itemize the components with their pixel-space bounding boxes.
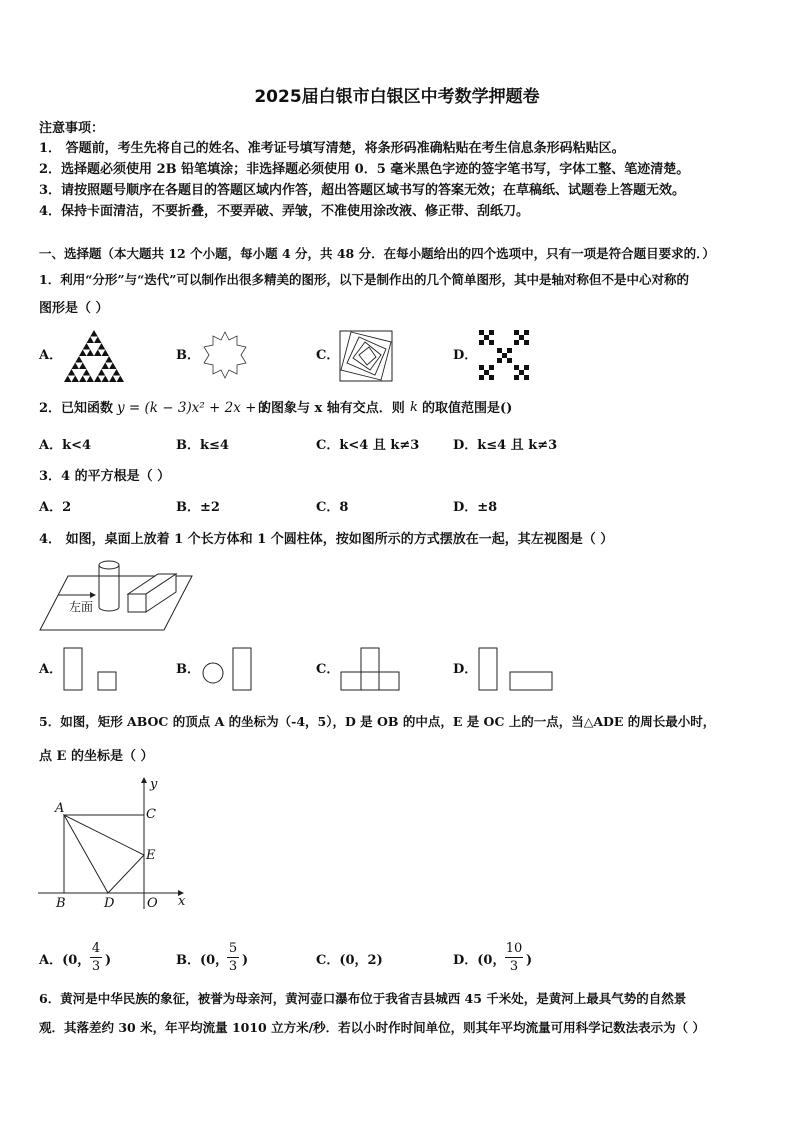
q5-line1: 5．如图，矩形 ABOC 的顶点 A 的坐标为（-4，5），D 是 OB 的中点，E 是 OC 上的一点，当△ADE 的周长最小时，: [39, 714, 716, 729]
label-c: C: [146, 807, 156, 822]
q2-option-c: C．k<4 且 k≠3: [316, 438, 420, 453]
notice-item-1: 1． 答题前，考生先将自己的姓名、准考证号填写清楚，将条形码准确粘贴在考生信息条形码粘贴区。: [39, 141, 625, 156]
notice-item-4: 4．保持卡面清洁，不要折叠，不要弄破、弄皱，不准使用涂改液、修正带、刮纸刀。: [39, 204, 530, 219]
q3-option-a: A．2: [39, 500, 72, 515]
page-title: 2025届白银市白银区中考数学押题卷: [254, 87, 540, 107]
label-o: O: [147, 896, 158, 911]
q5-option-b-close: ): [242, 953, 249, 968]
q5-option-c: C．(0，2): [316, 953, 383, 968]
q5-option-a-label: A．(0，: [39, 953, 91, 968]
q2-option-d: D．k≤4 且 k≠3: [453, 438, 558, 453]
q5-option-b-label: B．(0，: [176, 953, 229, 968]
label-x: x: [178, 894, 186, 909]
q3-option-d: D．±8: [453, 500, 498, 515]
q4-option-c-figure: [339, 646, 401, 692]
q5-option-a-denominator: 3: [91, 959, 101, 974]
q2-k: k: [410, 400, 418, 415]
q2-option-b: B．k≤4: [176, 438, 229, 453]
q5-option-d-label: D．(0，: [453, 953, 506, 968]
q5-option-d-denominator: 3: [509, 959, 519, 974]
q4-option-a-label: A．: [39, 662, 63, 677]
q2-option-a: A．k<4: [39, 438, 92, 453]
nested-squares-figure: [339, 330, 393, 382]
q5-option-b-fraction-bar: [227, 957, 239, 958]
q5-option-a-close: ): [105, 953, 112, 968]
q5-option-b-numerator: 5: [228, 941, 238, 956]
q4-option-b-figure: [200, 646, 256, 692]
koch-snowflake-figure: [200, 330, 250, 380]
q2-suffix-a: 的图象与 x 轴有交点．则: [258, 401, 405, 416]
q3-option-b: B．±2: [176, 500, 220, 515]
label-a: A: [55, 801, 65, 816]
q6-line1: 6．黄河是中华民族的象征，被誉为母亲河，黄河壶口瀑布位于我省吉县城西 45 千米处，是黄河上最具气势的自然景: [39, 991, 687, 1006]
q1-option-c-label: C．: [316, 348, 340, 363]
q1-option-d-label: D．: [453, 348, 478, 363]
q2-suffix-b: 的取值范围是(): [422, 401, 513, 416]
q5-option-d-fraction-bar: [505, 957, 523, 958]
coordinate-figure: [38, 775, 188, 913]
notice-item-2: 2．选择题必须使用 2B 铅笔填涂；非选择题必须使用 0．5 毫米黑色字迹的签字笔书写，字体工整、笔迹清楚。: [39, 162, 690, 177]
q6-line2: 观．其落差约 30 米，年平均流量 1010 立方米/秒．若以小时作时间单位，则其年平均流量可用科学记数法表示为（ ）: [39, 1020, 706, 1035]
q5-option-a-fraction-bar: [90, 957, 102, 958]
q5-option-b-denominator: 3: [228, 959, 238, 974]
q4-option-c-label: C．: [316, 662, 340, 677]
q4-figure-label: 左面: [69, 600, 94, 614]
q3-text: 3．4 的平方根是（ ）: [39, 469, 171, 484]
q4-option-b-label: B．: [176, 662, 200, 677]
q1-option-a-label: A．: [39, 348, 63, 363]
q5-option-d-numerator: 10: [505, 941, 523, 956]
q5-option-a-numerator: 4: [91, 941, 101, 956]
q4-option-d-figure: [477, 646, 557, 692]
notice-item-3: 3．请按照题号顺序在各题目的答题区域内作答，超出答题区域书写的答案无效；在草稿纸、试题卷上答题无效。: [39, 183, 686, 198]
q2-prefix: 2．已知函数: [39, 401, 114, 416]
label-y: y: [150, 777, 158, 792]
q4-text: 4． 如图，桌面上放着 1 个长方体和 1 个圆柱体，按如图所示的方式摆放在一起，其左视图是（ ）: [39, 532, 614, 547]
q5-line2: 点 E 的坐标是（ ）: [39, 749, 154, 764]
q1-line1: 1．利用“分形”与“迭代”可以制作出很多精美的图形，以下是制作出的几个简单图形，其中是轴对称但不是中心对称的: [39, 272, 689, 287]
label-e: E: [146, 848, 156, 863]
q4-option-d-label: D．: [453, 662, 478, 677]
label-b: B: [56, 896, 66, 911]
q1-line2: 图形是（ ）: [39, 301, 109, 316]
q1-option-b-label: B．: [176, 348, 200, 363]
sierpinski-triangle-figure: [62, 328, 126, 384]
q4-option-a-figure: [62, 646, 122, 692]
label-d: D: [104, 896, 115, 911]
section-heading: 一、选择题（本大题共 12 个小题，每小题 4 分，共 48 分．在每小题给出的四个选项中，只有一项是符合题目要求的．）: [39, 246, 715, 261]
q5-option-d-close: ): [526, 953, 533, 968]
checker-x-fractal-figure: [479, 330, 529, 380]
q2-formula: y = (k − 3)x² + 2x + 1: [117, 400, 270, 416]
q3-option-c: C．8: [316, 500, 349, 515]
table-objects-figure: [38, 556, 198, 634]
notice-heading: 注意事项：: [39, 121, 105, 136]
